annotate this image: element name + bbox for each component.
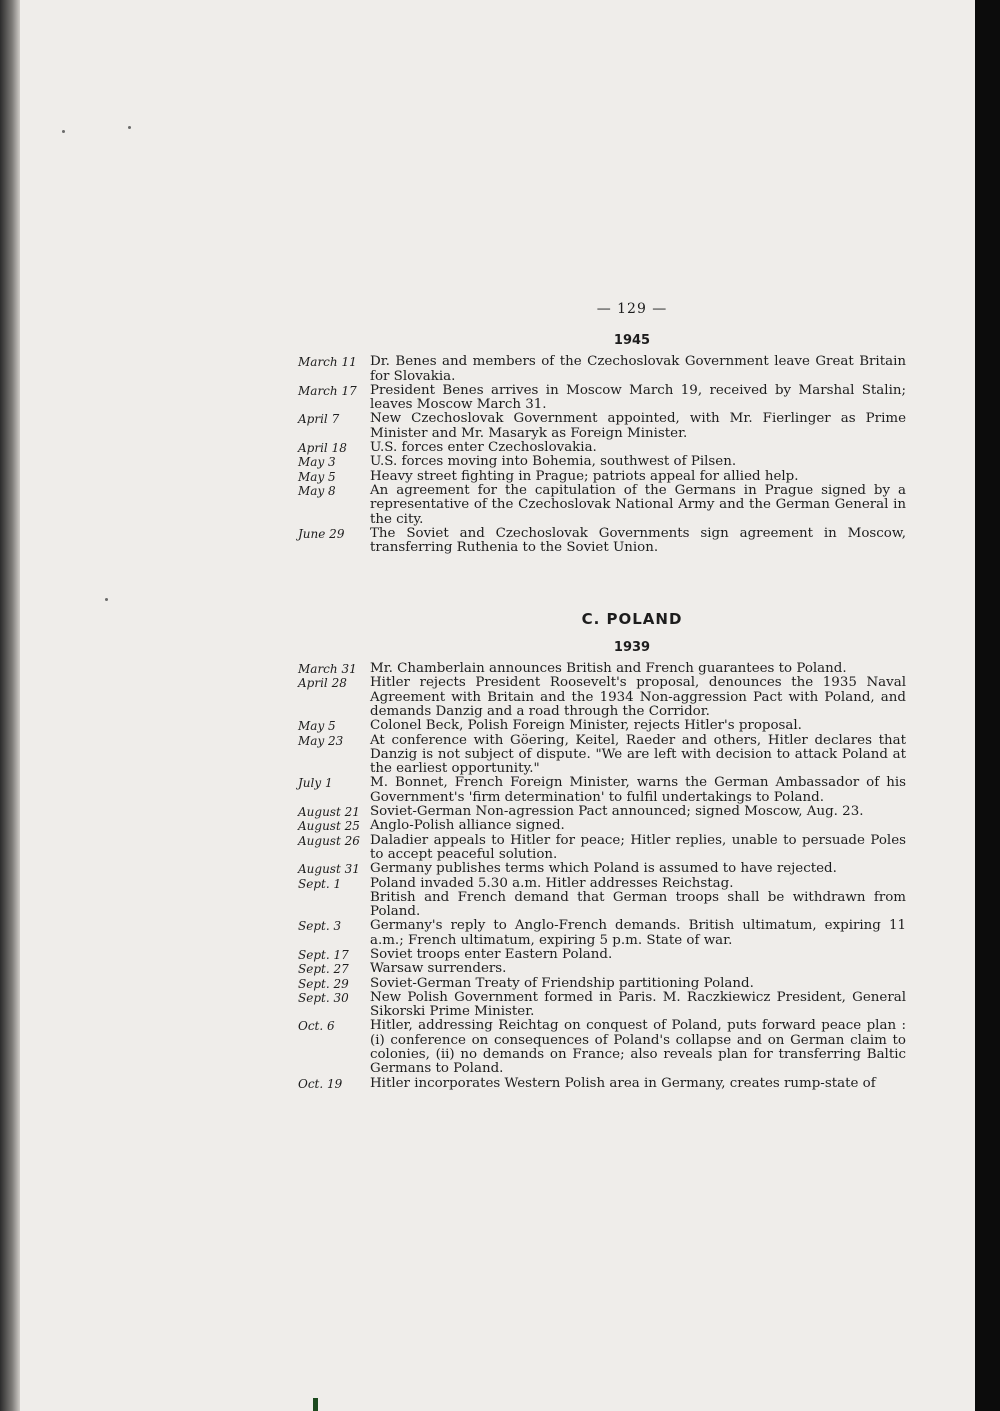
entry-date: April 7 bbox=[298, 412, 340, 427]
chronology-entry bbox=[298, 776, 906, 805]
chronology-entry bbox=[298, 819, 906, 833]
entry-date: Sept. 29 bbox=[298, 976, 349, 991]
entry-text: Colonel Beck, Polish Foreign Minister, rejects Hitler's proposal. bbox=[370, 718, 802, 734]
book-binding-edge bbox=[0, 0, 20, 1411]
chronology-entry bbox=[298, 1019, 906, 1076]
entry-date: August 25 bbox=[298, 819, 360, 834]
chronology-entry bbox=[298, 919, 906, 948]
entry-text: Dr. Benes and members of the Czechoslovak Government leave Great Britain for Slovakia. bbox=[370, 354, 906, 384]
chronology-entry bbox=[298, 991, 906, 1020]
entry-text: Warsaw surrenders. bbox=[370, 961, 507, 977]
section-heading-poland: C. POLAND bbox=[581, 610, 683, 629]
entry-date: Sept. 17 bbox=[298, 947, 349, 962]
entry-text: New Polish Government formed in Paris. M. Raczkiewicz President, General Sikorski Prime Minister. bbox=[370, 989, 906, 1020]
chronology-entry bbox=[298, 441, 906, 455]
entry-text: Anglo-Polish alliance signed. bbox=[370, 818, 565, 834]
entry-text: British and French demand that German troops shall be withdrawn from Poland. bbox=[370, 889, 906, 920]
entry-text: M. Bonnet, French Foreign Minister, warns the German Ambassador of his Government's 'firm determination' to fulfil undertakings to Poland. bbox=[370, 775, 906, 805]
chronology-list-1939 bbox=[298, 662, 906, 1091]
entry-text: Mr. Chamberlain announces British and French guarantees to Poland. bbox=[370, 661, 847, 677]
entry-date: August 26 bbox=[298, 833, 360, 848]
entry-date: August 31 bbox=[298, 862, 360, 877]
chronology-entry bbox=[298, 719, 906, 733]
entry-date: May 8 bbox=[298, 483, 336, 498]
year-heading-1939: 1939 bbox=[613, 639, 651, 655]
chronology-entry bbox=[298, 384, 906, 413]
entry-text: Germany's reply to Anglo-French demands. British ultimatum, expiring 11 a.m.; French ultimatum, expiring 5 p.m. State of war. bbox=[370, 918, 906, 948]
entry-date: May 5 bbox=[298, 719, 336, 734]
entry-text: Hitler, addressing Reichtag on conquest of Poland, puts forward peace plan : (i) conference on consequences of Poland's collapse and on German claim to colonies, (ii) no demands on France; also reveals plan for transferring Baltic Germans to Poland. bbox=[370, 1018, 906, 1077]
chronology-entry bbox=[298, 470, 906, 484]
paper-speck bbox=[105, 598, 108, 601]
entry-date: May 23 bbox=[298, 733, 344, 748]
chronology-entry bbox=[298, 676, 906, 719]
page-number: — 129 — bbox=[596, 301, 668, 317]
chronology-entry bbox=[298, 977, 906, 991]
entry-date: Oct. 6 bbox=[298, 1019, 335, 1034]
entry-date: May 5 bbox=[298, 469, 336, 484]
chronology-entry bbox=[298, 891, 906, 920]
entry-text: Hitler rejects President Roosevelt's proposal, denounces the 1935 Naval Agreement with Britain and the 1934 Non-aggression Pact with Poland, and demands Danzig and a road through the Corridor. bbox=[370, 675, 906, 719]
entry-text: New Czechoslovak Government appointed, with Mr. Fierlinger as Prime Minister and Mr. Masaryk as Foreign Minister. bbox=[370, 411, 906, 441]
scan-background-edge bbox=[975, 0, 1000, 1411]
entry-date: March 31 bbox=[298, 662, 357, 677]
entry-text: Germany publishes terms which Poland is assumed to have rejected. bbox=[370, 861, 837, 877]
entry-text: Soviet troops enter Eastern Poland. bbox=[370, 946, 613, 962]
entry-text: Soviet-German Treaty of Friendship partitioning Poland. bbox=[370, 975, 754, 991]
entry-date: Sept. 3 bbox=[298, 919, 342, 934]
chronology-entry bbox=[298, 455, 906, 469]
entry-text: Heavy street fighting in Prague; patriots appeal for allied help. bbox=[370, 468, 799, 484]
chronology-entry bbox=[298, 948, 906, 962]
chronology-entry bbox=[298, 527, 906, 556]
entry-text: Soviet-German Non-agression Pact announced; signed Moscow, Aug. 23. bbox=[370, 804, 864, 820]
entry-date: June 29 bbox=[298, 526, 345, 541]
entry-date: July 1 bbox=[298, 776, 333, 791]
chronology-entry bbox=[298, 484, 906, 527]
entry-date: Sept. 30 bbox=[298, 990, 349, 1005]
entry-text: Daladier appeals to Hitler for peace; Hitler replies, unable to persuade Poles to accept peaceful solution. bbox=[370, 832, 906, 862]
entry-date: March 11 bbox=[298, 355, 357, 370]
chronology-entry bbox=[298, 862, 906, 876]
entry-date: May 3 bbox=[298, 455, 336, 470]
entry-date: August 21 bbox=[298, 805, 360, 820]
color-mark bbox=[313, 1398, 318, 1411]
chronology-entry bbox=[298, 834, 906, 863]
chronology-entry bbox=[298, 662, 906, 676]
entry-date: April 18 bbox=[298, 441, 347, 456]
chronology-entry bbox=[298, 412, 906, 441]
entry-text: Hitler incorporates Western Polish area in Germany, creates rump-state of bbox=[370, 1075, 876, 1091]
entry-date: Sept. 27 bbox=[298, 962, 349, 977]
paper-speck bbox=[62, 130, 65, 133]
entry-text: An agreement for the capitulation of the Germans in Prague signed by a representative of the Czechoslovak National Army and the German General in the city. bbox=[370, 482, 906, 527]
chronology-entry bbox=[298, 355, 906, 384]
paper-speck bbox=[128, 126, 131, 129]
entry-date: April 28 bbox=[298, 676, 347, 691]
chronology-list-1945 bbox=[298, 355, 906, 555]
entry-date: Oct. 19 bbox=[298, 1076, 343, 1091]
entry-text: U.S. forces enter Czechoslovakia. bbox=[370, 440, 597, 456]
chronology-entry bbox=[298, 734, 906, 777]
chronology-entry bbox=[298, 1077, 906, 1091]
chronology-entry bbox=[298, 805, 906, 819]
entry-date: Sept. 1 bbox=[298, 876, 342, 891]
chronology-entry bbox=[298, 877, 906, 891]
chronology-text bbox=[298, 302, 906, 1091]
entry-text: President Benes arrives in Moscow March 19, received by Marshal Stalin; leaves Moscow March 31. bbox=[370, 382, 906, 413]
entry-text: At conference with Göering, Keitel, Raeder and others, Hitler declares that Danzig is not subject of dispute. "We are left with decision to attack Poland at the earliest opportunity." bbox=[370, 732, 906, 777]
entry-text: U.S. forces moving into Bohemia, southwest of Pilsen. bbox=[370, 454, 737, 470]
entry-date: March 17 bbox=[298, 383, 357, 398]
year-heading-1945: 1945 bbox=[613, 333, 651, 348]
entry-text: The Soviet and Czechoslovak Governments sign agreement in Moscow, transferring Ruthenia to the Soviet Union. bbox=[370, 525, 906, 556]
chronology-entry bbox=[298, 962, 906, 976]
entry-text: Poland invaded 5.30 a.m. Hitler addresses Reichstag. bbox=[370, 875, 734, 891]
